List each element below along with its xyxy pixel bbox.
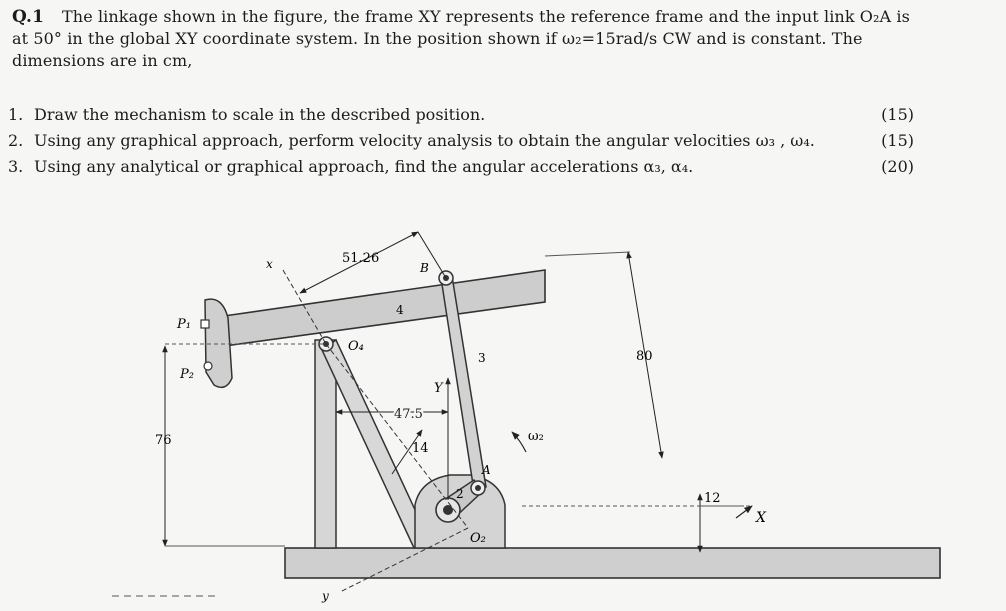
dimension-top: 51.26: [342, 251, 380, 266]
dimension-mid: 47.5: [394, 407, 423, 422]
task-points-1: (15): [881, 105, 914, 124]
label-link-4: 4: [396, 303, 404, 317]
label-p2: P₂: [180, 367, 194, 382]
walking-beam: [210, 270, 545, 348]
omega2-arrow: [512, 432, 526, 452]
cable-clamp-p1: [201, 320, 209, 328]
label-o4: O₄: [348, 339, 364, 354]
label-x-axis: X: [756, 510, 766, 526]
task-item-3: 3. Using any analytical or graphical approach, find the angular accelerations α₃, α₄. (20): [8, 157, 914, 176]
task-points-2: (15): [881, 131, 914, 150]
task-points-3: (20): [881, 157, 914, 176]
label-y-axis: Y: [434, 381, 443, 396]
label-b: B: [420, 261, 429, 275]
task-item-2: 2. Using any graphical approach, perform velocity analysis to obtain the angular velocities ω₃ , ω₄. (15): [8, 131, 914, 150]
label-a: A: [482, 463, 491, 477]
label-link-3: 3: [478, 351, 486, 365]
label-p1: P₁: [177, 317, 191, 332]
question-label: Q.1: [12, 7, 45, 27]
dimension-right: 80: [636, 349, 653, 364]
question-line-1: Q.1 The linkage shown in the figure, the frame XY represents the reference frame and the input link O₂A is: [12, 7, 910, 27]
dimension-left: 76: [155, 433, 172, 448]
dimension-small: 12: [704, 491, 721, 506]
label-local-y: y: [322, 589, 329, 603]
ground-base: [285, 548, 940, 578]
label-local-x: x: [266, 257, 273, 271]
label-link-2: 2: [456, 487, 464, 501]
cable-clamp-p2: [204, 362, 212, 370]
question-line-2: at 50° in the global XY coordinate system. In the position shown if ω₂=15rad/s CW and is constant. The: [12, 29, 863, 48]
label-omega2: ω₂: [528, 429, 544, 444]
task-item-1: 1. Draw the mechanism to scale in the described position. (15): [8, 105, 914, 124]
label-o2: O₂: [470, 531, 486, 546]
question-line-3: dimensions are in cm,: [12, 51, 193, 70]
dimension-diag: 14: [412, 441, 429, 456]
horse-head: [205, 299, 232, 387]
